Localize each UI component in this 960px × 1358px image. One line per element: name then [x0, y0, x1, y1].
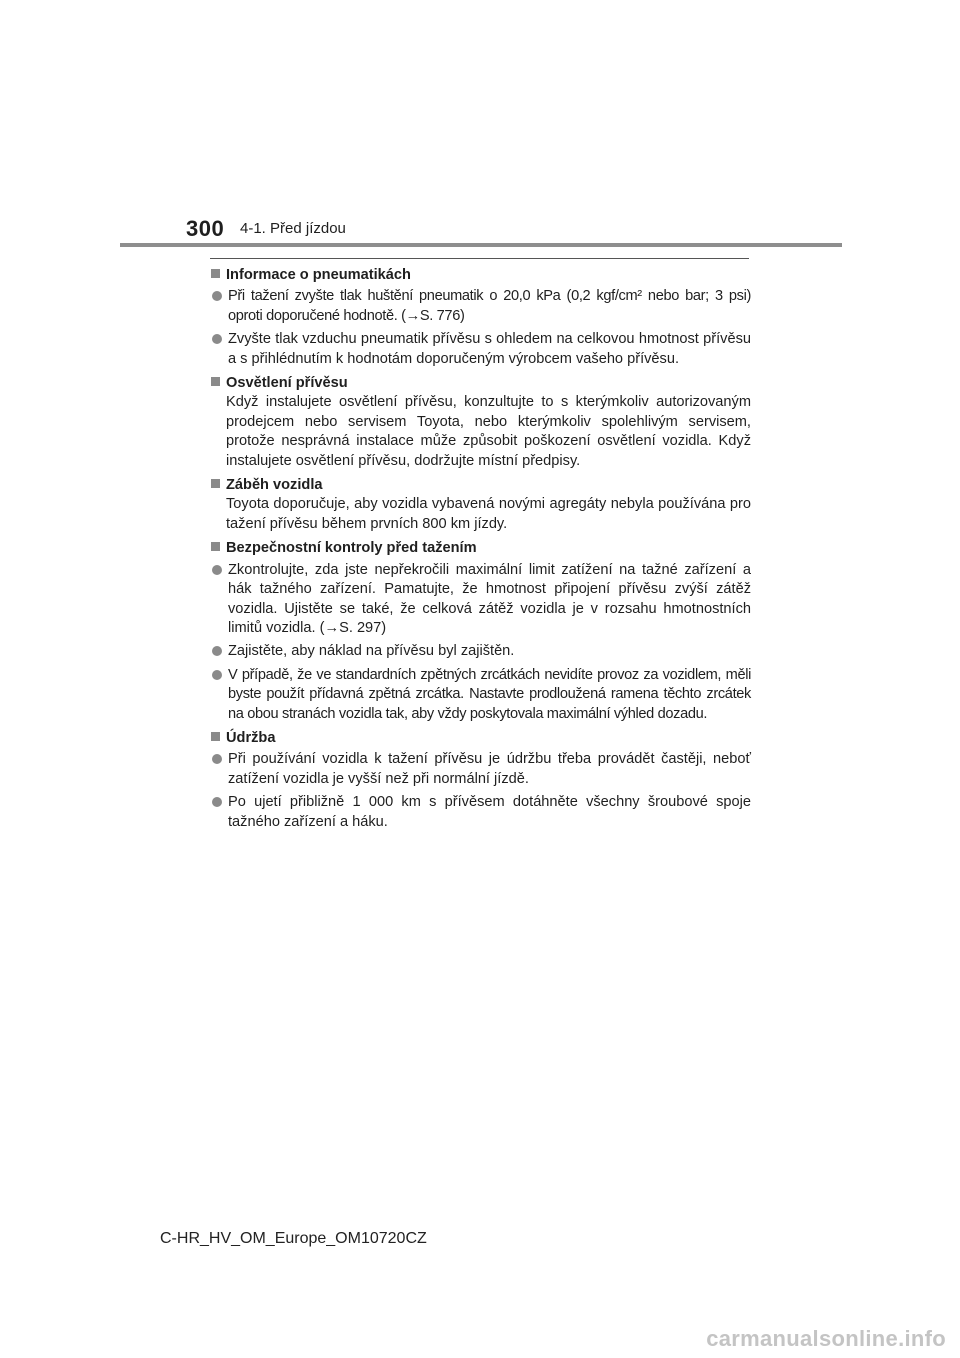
list-item [210, 793, 751, 832]
list-item [210, 330, 751, 369]
circle-bullet-icon [212, 646, 222, 656]
section-heading [210, 476, 751, 495]
section-trailer-lights [210, 374, 751, 471]
square-bullet-icon [211, 479, 220, 488]
page-content [210, 266, 751, 837]
document-code: C-HR_HV_OM_Europe_OM10720CZ [160, 1230, 427, 1247]
section-heading [210, 729, 751, 748]
list-item [210, 642, 751, 661]
list-item-text: Zkontrolujte, zda jste nepřekročili maximální limit zatížení na tažné zařízení a hák tažného zařízení. Pamatujte, že hmotnost připojení přívěsu zvýší zátěž vozidla. Ujistěte se také, že celková zátěž vozidla je v rozsahu hmotnostních limitů vozidla. (→S. 297) [228, 561, 751, 636]
circle-bullet-icon [212, 291, 222, 301]
list-item [210, 666, 751, 724]
square-bullet-icon [211, 269, 220, 278]
square-bullet-icon [211, 377, 220, 386]
page-number: 300 [186, 216, 225, 241]
square-bullet-icon [211, 732, 220, 741]
list-item-text: Při tažení zvyšte tlak huštění pneumatik o 20,0 kPa (0,2 kgf/cm² nebo bar; 3 psi) oproti doporučené hodnotě. (→S. 776) [228, 288, 751, 324]
section-paragraph: Toyota doporučuje, aby vozidla vybavená novými agregáty nebyla používána pro tažení přívěsu během prvních 800 km jízdy. [226, 496, 751, 532]
list-item-text: V případě, že ve standardních zpětných zrcátkách nevidíte provoz za vozidlem, měli byste použít přídavná zpětná zrcátka. Nastavte prodloužená ramena těchto zrcátek na obou stranách vozidla tak, aby vždy poskytovala maximální výhled dozadu. [228, 666, 751, 722]
list-item-text: Při používání vozidla k tažení přívěsu je údržbu třeba provádět častěji, neboť zatížení vozidla je vyšší než při normální jízdě. [228, 751, 751, 787]
list-item-text: Po ujetí přibližně 1 000 km s přívěsem dotáhněte všechny šroubové spoje tažného zařízení a háku. [228, 794, 751, 830]
section-heading [210, 539, 751, 558]
circle-bullet-icon [212, 797, 222, 807]
watermark: carmanualsonline.info [706, 1326, 946, 1351]
list-item [210, 287, 751, 326]
list-item-text: Zajistěte, aby náklad na přívěsu byl zajištěn. [228, 643, 515, 660]
list-item [210, 561, 751, 639]
section-paragraph: Když instalujete osvětlení přívěsu, konzultujte to s kterýmkoliv autorizovaným prodejcem nebo servisem Toyota, nebo kterýmkoliv spolehlivým servisem, protože nesprávná instalace může způsobit poškození osvětlení vozidla. Když instalujete osvětlení přívěsu, dodržujte místní předpisy. [226, 394, 751, 469]
content-top-rule [210, 258, 749, 259]
section-maintenance [210, 729, 751, 832]
square-bullet-icon [211, 542, 220, 551]
section-safety-checks [210, 539, 751, 724]
heading-text: Informace o pneumatikách [226, 267, 411, 283]
section-heading [210, 374, 751, 393]
heading-text: Údržba [226, 729, 276, 746]
circle-bullet-icon [212, 754, 222, 764]
circle-bullet-icon [212, 670, 222, 680]
section-heading [210, 266, 751, 285]
heading-text: Bezpečnostní kontroly před tažením [226, 540, 477, 557]
header-rule [120, 243, 842, 247]
heading-text: Osvětlení přívěsu [226, 375, 348, 392]
section-break-in [210, 476, 751, 534]
circle-bullet-icon [212, 565, 222, 575]
list-item [210, 750, 751, 789]
list-item-text: Zvyšte tlak vzduchu pneumatik přívěsu s ohledem na celkovou hmotnost přívěsu a s přihlédnutím k hodnotám doporučeným výrobcem vašeho přívěsu. [228, 331, 751, 367]
section-tire-info [210, 266, 751, 369]
section-title: 4-1. Před jízdou [240, 220, 346, 237]
circle-bullet-icon [212, 334, 222, 344]
heading-text: Záběh vozidla [226, 477, 323, 494]
